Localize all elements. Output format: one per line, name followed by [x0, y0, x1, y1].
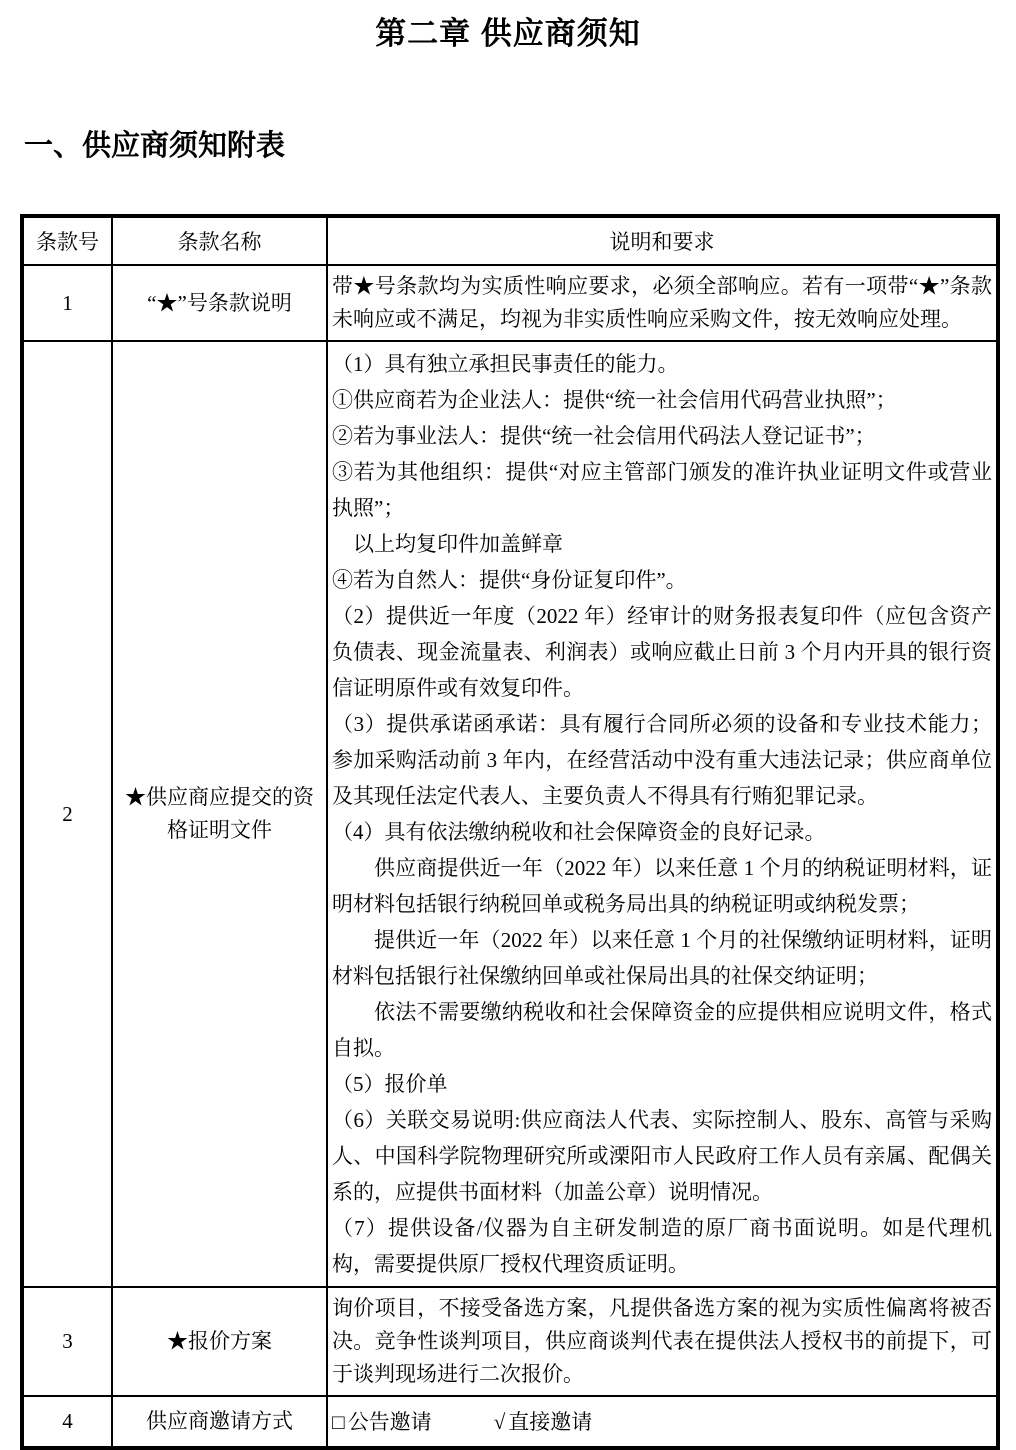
- table-row: [22, 265, 998, 341]
- option-checked: [494, 1404, 593, 1440]
- invitation-options: [332, 1404, 992, 1440]
- page-title: 第二章 供应商须知: [375, 16, 641, 51]
- description-paragraph: （2）提供近一年度（2022 年）经审计的财务报表复印件（应包含资产负债表、现金流量表、利润表）或响应截止日前 3 个月内开具的银行资信证明原件或有效复印件。: [332, 604, 992, 700]
- description-paragraph: ④若为自然人：提供“身份证复印件”。: [332, 568, 687, 592]
- checkbox-icon: □: [332, 1409, 345, 1434]
- clause-name: ★报价方案: [112, 1287, 327, 1396]
- table-row: [22, 341, 998, 1287]
- description-paragraph: ③若为其他组织：提供“对应主管部门颁发的准许执业证明文件或营业执照”；: [332, 460, 992, 520]
- clause-name: ★供应商应提交的资格证明文件: [112, 341, 327, 1287]
- supplier-notice-table: [20, 214, 1000, 1450]
- header-description: 说明和要求: [327, 216, 998, 265]
- description-paragraph: （3）提供承诺函承诺：具有履行合同所必须的设备和专业技术能力；参加采购活动前 3 年内，在经营活动中没有重大违法记录；供应商单位及其现任法定代表人、主要负责人不得具有行贿犯罪记录。: [332, 712, 992, 808]
- description-paragraph: 提供近一年（2022 年）以来任意 1 个月的社保缴纳证明材料，证明材料包括银行社保缴纳回单或社保局出具的社保交纳证明；: [332, 928, 992, 988]
- clause-number: 1: [22, 265, 112, 341]
- table-header-row: [22, 216, 998, 265]
- clause-number: 2: [22, 341, 112, 1287]
- clause-number: 4: [22, 1396, 112, 1448]
- description-paragraph: （7）提供设备/仪器为自主研发制造的原厂商书面说明。如是代理机构，需要提供原厂授权代理资质证明。: [332, 1216, 992, 1276]
- description-paragraph: 以上均复印件加盖鲜章: [353, 532, 563, 556]
- description-paragraph: ②若为事业法人：提供“统一社会信用代码法人登记证书”；: [332, 424, 876, 448]
- clause-description: [327, 341, 998, 1287]
- table-row: [22, 1287, 998, 1396]
- option-label: 直接邀请: [508, 1409, 593, 1434]
- clause-description: [327, 1287, 998, 1396]
- option-label: 公告邀请: [347, 1409, 432, 1434]
- clause-number: 3: [22, 1287, 112, 1396]
- table-row: [22, 1396, 998, 1448]
- notice-table-body: [22, 265, 998, 1448]
- description-paragraph: 供应商提供近一年（2022 年）以来任意 1 个月的纳税证明材料，证明材料包括银行纳税回单或税务局出具的纳税证明或纳税发票；: [332, 856, 992, 916]
- description-paragraph: （1）具有独立承担民事责任的能力。: [332, 352, 679, 376]
- clause-name: “★”号条款说明: [112, 265, 327, 341]
- section-heading: 一、供应商须知附表: [24, 130, 286, 162]
- description-paragraph: 带★号条款均为实质性响应要求，必须全部响应。若有一项带“★”条款未响应或不满足，均视为非实质性响应采购文件，按无效响应处理。: [332, 274, 992, 331]
- header-clause-name: 条款名称: [112, 216, 327, 265]
- description-paragraph: （5）报价单: [332, 1072, 448, 1096]
- clause-name: 供应商邀请方式: [112, 1396, 327, 1448]
- clause-description: [327, 265, 998, 341]
- description-paragraph: 询价项目，不接受备选方案，凡提供备选方案的视为实质性偏离将被否决。竞争性谈判项目，供应商谈判代表在提供法人授权书的前提下，可于谈判现场进行二次报价。: [332, 1296, 992, 1386]
- description-paragraph: 依法不需要缴纳税收和社会保障资金的应提供相应说明文件，格式自拟。: [332, 1000, 992, 1060]
- description-paragraph: ①供应商若为企业法人：提供“统一社会信用代码营业执照”；: [332, 388, 897, 412]
- description-paragraph: （4）具有依法缴纳税收和社会保障资金的良好记录。: [332, 820, 826, 844]
- clause-description: [327, 1396, 998, 1448]
- description-paragraph: （6）关联交易说明:供应商法人代表、实际控制人、股东、高管与采购人、中国科学院物理研究所或溧阳市人民政府工作人员有亲属、配偶关系的，应提供书面材料（加盖公章）说明情况。: [332, 1108, 992, 1204]
- header-clause-number: 条款号: [22, 216, 112, 265]
- option-unchecked: [332, 1404, 432, 1440]
- checkmark-icon: √: [493, 1409, 506, 1434]
